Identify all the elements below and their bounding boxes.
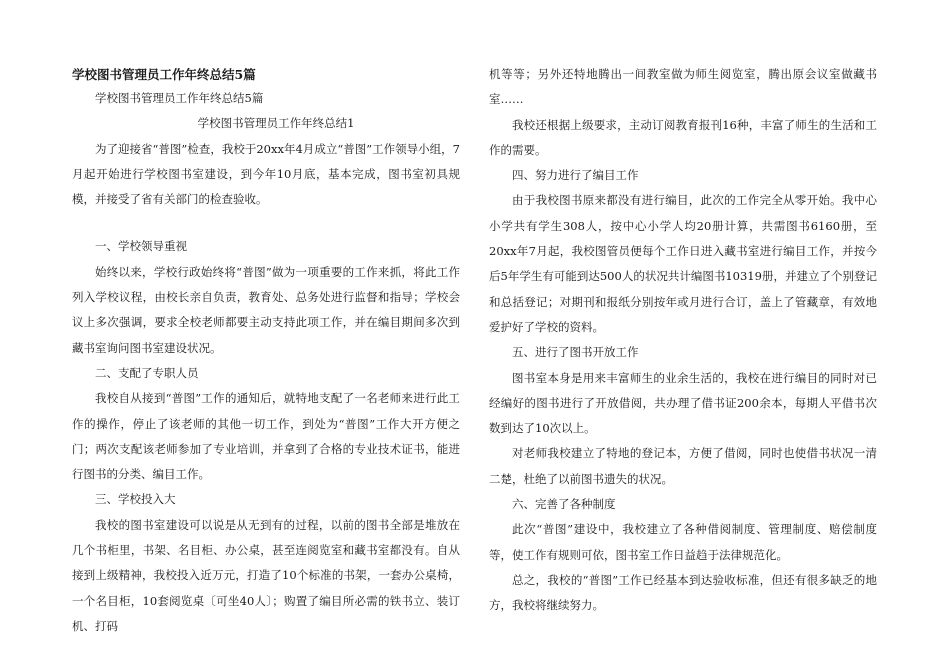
paragraph-4: 由于我校图书原来都没有进行编目，此次的工作完全从零开始。我中心小学共有学生308人，按中心小学人均20册计算，共需图书6160册，至20xx年7月起，我校图管员便每个工作日进入藏书室进行编目工作，并按今后5年学生有可能到达500人的状况共计编图书10319册，并建立了个别登记和总括登记；对期刊和报纸分别按年或月进行合订，盖上了管藏章，有效地爱护好了学校的资料。: [489, 193, 877, 334]
heading-3: 三、学校投入大: [95, 492, 176, 507]
paragraph-3-continued: 机等等；另外还特地腾出一间教室做为师生阅览室，腾出原会议室做藏书室……: [489, 67, 877, 107]
heading-5: 五、进行了图书开放工作: [512, 345, 639, 360]
paragraph-3b: 我校还根据上级要求，主动订阅教育报刊16种，丰富了师生的生活和工作的需要。: [489, 117, 877, 157]
paragraph-5: 图书室本身是用来丰富师生的业余生活的，我校在进行编目的同时对已经编好的图书进行了开放借阅，共办理了借书证200余本，每期人平借书次数到达了10次以上。: [489, 370, 877, 436]
intro-paragraph: 为了迎接省“普图”检查，我校于20xx年4月成立“普图”工作领导小组，7月起开始进行学校图书室建设，到今年10月底，基本完成，图书室初具规模，并接受了省有关部门的检查验收。: [72, 141, 460, 207]
paragraph-6: 此次“普图”建设中，我校建立了各种借阅制度、管理制度、赔偿制度等，使工作有规则可依，图书室工作日益趋于法律规范化。: [489, 522, 877, 562]
heading-2: 二、支配了专职人员: [95, 365, 199, 380]
paragraph-3: 我校的图书室建设可以说是从无到有的过程，以前的图书全部是堆放在几个书柜里，书架、名目柜、办公桌，甚至连阅览室和藏书室都没有。自从接到上级精神，我校投入近万元，打造了10个标准的书架，一套办公桌椅，一个名目柜，10套阅览桌〔可坐40人〕；购置了编目所必需的铁书立、装订机、打码: [72, 517, 460, 633]
paragraph-1: 始终以来，学校行政始终将“普图”做为一项重要的工作来抓，将此工作列入学校议程，由校长亲自负责，教育处、总务处进行监督和指导；学校会议上多次强调，要求全校老师都要主动支持此项工作，并在编目期间多次到藏书室询问图书室建设状况。: [72, 264, 460, 355]
heading-6: 六、完善了各种制度: [512, 497, 616, 512]
paragraph-7: 总之，我校的“普图”工作已经基本到达验收标准，但还有很多缺乏的地方，我校将继续努力。: [489, 572, 877, 613]
paragraph-5b: 对老师我校建立了特地的登记本，方便了借阅，同时也使借书状况一清二楚，杜绝了以前图书遗失的状况。: [489, 446, 877, 486]
section-title: 学校图书管理员工作年终总结1: [197, 116, 355, 131]
right-column: [489, 62, 877, 619]
document-title: 学校图书管理员工作年终总结5篇: [72, 67, 256, 82]
left-column: [72, 62, 460, 639]
document-subtitle: 学校图书管理员工作年终总结5篇: [95, 91, 264, 105]
spacer: [72, 212, 460, 234]
heading-4: 四、努力进行了编目工作: [512, 168, 639, 183]
heading-1: 一、学校领导重视: [95, 239, 187, 254]
paragraph-2: 我校自从接到“普图”工作的通知后，就特地支配了一名老师来进行此工作的操作，停止了该老师的其他一切工作，到处为“普图”工作大开方便之门；两次支配该老师参加了专业培训，并拿到了合格的专业技术证书，能进行图书的分类、编目工作。: [72, 391, 460, 482]
